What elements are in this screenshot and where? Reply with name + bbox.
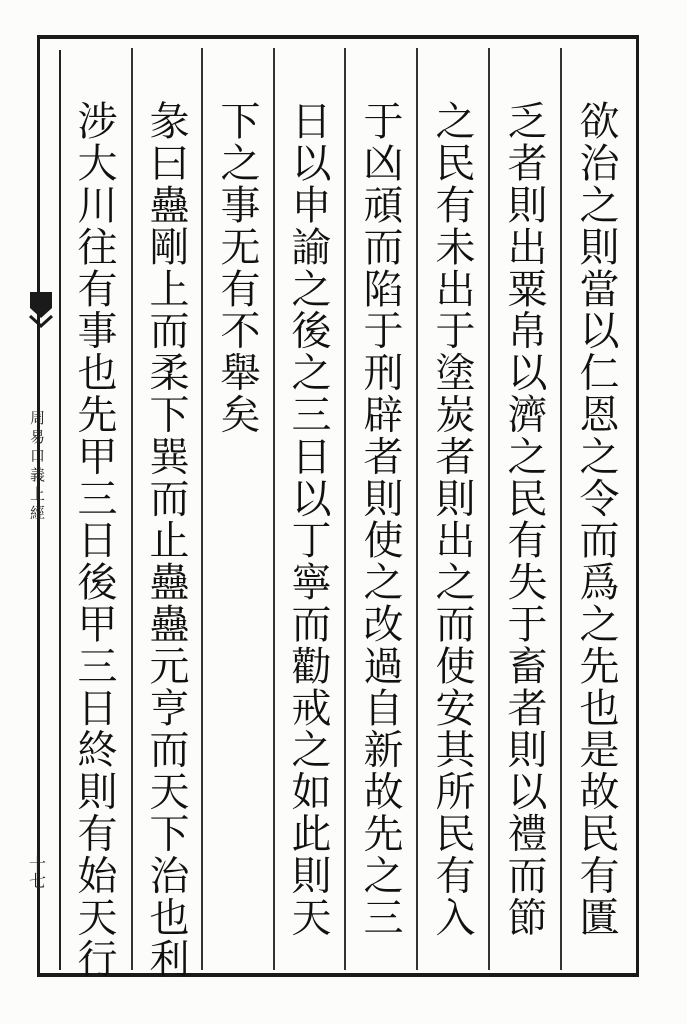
text-column-4: 于凶頑而陷于刑辟者則使之改過自新故先之三 (357, 100, 403, 938)
column-rule (344, 48, 346, 970)
column-rule (201, 48, 203, 970)
column-rule (560, 48, 562, 970)
text-column-7: 彖曰蠱剛上而柔下巽而止蠱蠱元亨而天下治也利 (143, 100, 189, 980)
fish-tail-mark-icon (28, 288, 54, 336)
column-rule (273, 48, 275, 970)
column-rule (416, 48, 418, 970)
text-column-3: 之民有未出于塗炭者則出之而使安其所民有入 (429, 100, 475, 938)
margin-book-title: 周易口義上經 (28, 410, 46, 524)
text-column-2: 乏者則出粟帛以濟之民有失于畜者則以禮而節 (501, 100, 547, 938)
text-column-5: 日以申諭之後之三日以丁寧而勸戒之如此則天 (285, 100, 331, 938)
text-column-1: 欲治之則當以仁恩之令而爲之先也是故民有匱 (573, 100, 619, 938)
text-column-6: 下之事无有不舉矣 (214, 100, 260, 436)
text-column-8: 涉大川往有事也先甲三日後甲三日終則有始天行 (71, 100, 117, 980)
column-rule (131, 48, 133, 970)
margin-folio-number: 十七 (25, 855, 45, 889)
column-rule (488, 48, 490, 970)
